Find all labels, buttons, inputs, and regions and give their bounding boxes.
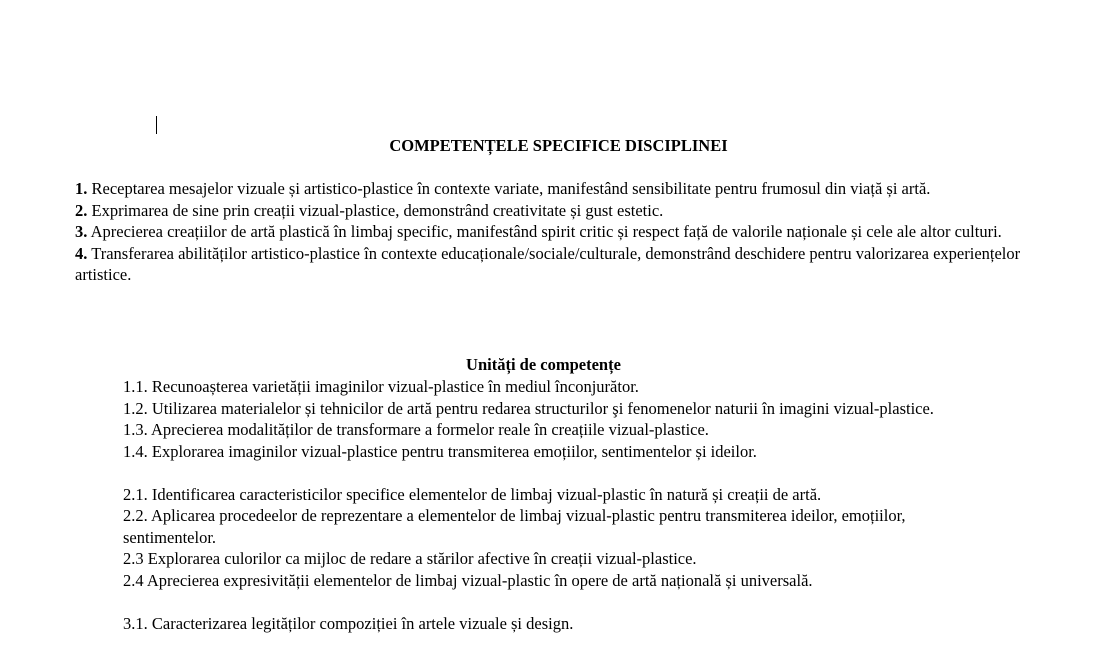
document-title: COMPETENȚELE SPECIFICE DISCIPLINEI [389,136,728,155]
competence-item [75,243,1055,286]
group-spacer [123,462,943,484]
unit-item: 2.2. Aplicarea procedeelor de reprezentare a elementelor de limbaj vizual-plastic pentru transmiterea ideilor, emoțiilor, sentimentelor. [123,506,906,547]
unit-item: 3.1. Caracterizarea legităților compoziției în artele vizuale și design. [123,613,574,633]
competence-text: Transferarea abilităților artistico-plastice în contexte educaționale/sociale/culturale, demonstrând deschidere pentru valorizarea experiențelor artistice. [75,243,1021,284]
unit-item: 2.1. Identificarea caracteristicilor specifice elementelor de limbaj vizual-plastic în natură și creații de artă. [123,484,822,504]
units-list [123,376,943,634]
competence-number: 2. [75,200,88,220]
units-title: Unități de competențe [466,355,621,374]
unit-item: 2.3 Explorarea culorilor ca mijloc de redare a stărilor afective în creații vizual-plastice. [123,549,697,568]
competence-item [75,221,1055,243]
competence-number: 3. [75,222,88,241]
text-cursor [156,116,157,134]
competences-list [75,178,1055,286]
unit-item: 1.4. Explorarea imaginilor vizual-plastice pentru transmiterea emoțiilor, sentimentelor și ideilor. [123,441,757,461]
competence-number: 4. [75,243,88,263]
unit-item: 2.4 Aprecierea expresivității elementelor de limbaj vizual-plastic în opere de artă națională și universală. [123,570,813,590]
unit-item: 1.2. Utilizarea materialelor și tehnicilor de artă pentru redarea structurilor şi fenomenelor naturii în imagini vizual-plastice. [123,398,934,418]
competence-text: Receptarea mesajelor vizuale și artistico-plastice în contexte variate, manifestând sensibilitate pentru frumosul din viață și artă. [87,179,931,198]
unit-item: 1.1. Recunoașterea varietății imaginilor vizual-plastice în mediul înconjurător. [123,377,639,396]
group-spacer [123,591,943,613]
competence-text: Exprimarea de sine prin creații vizual-plastice, demonstrând creativitate și gust estetic. [87,200,664,220]
unit-item: 1.3. Aprecierea modalităților de transformare a formelor reale în creațiile vizual-plastice. [123,420,709,439]
competence-text: Aprecierea creațiilor de artă plastică în limbaj specific, manifestând spirit critic și respect față de valorile naționale și cele ale altor culturi. [87,222,1002,241]
competence-item [75,178,1055,200]
competence-number: 1. [75,179,88,198]
competence-item [75,200,1055,222]
